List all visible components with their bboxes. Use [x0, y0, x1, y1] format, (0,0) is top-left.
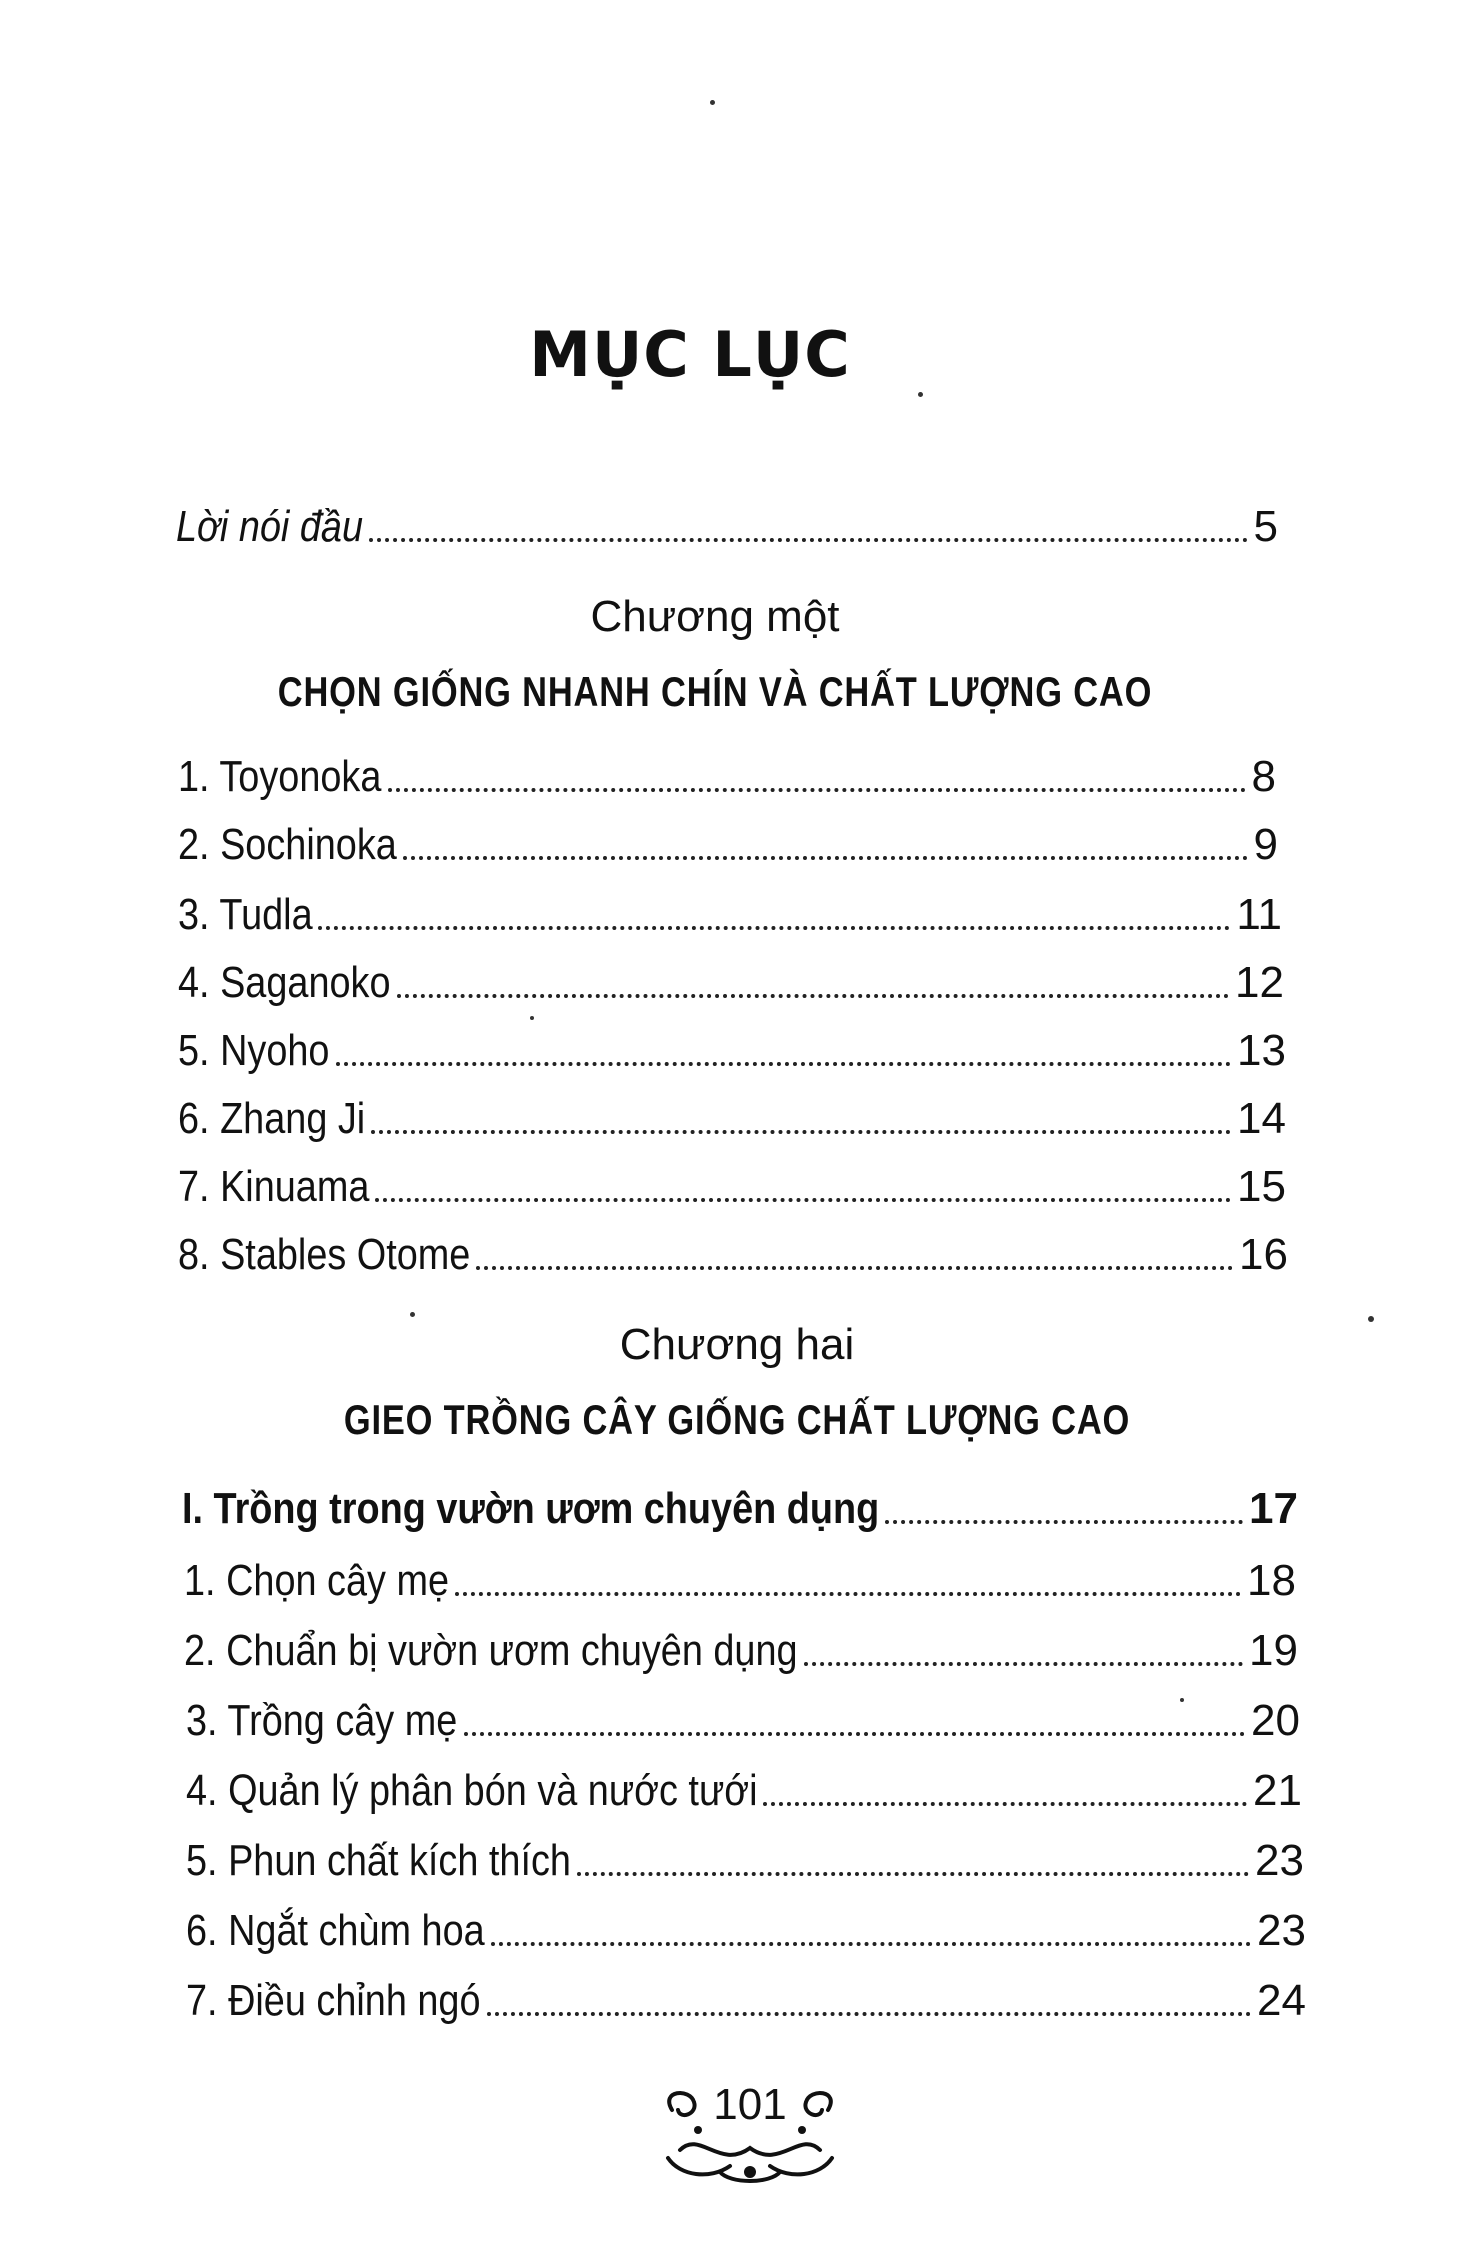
toc-entry-page: 5	[1253, 502, 1278, 551]
toc-entry-label: 8. Stables Otome	[178, 1230, 471, 1279]
dot-leader	[336, 1062, 1231, 1066]
dot-leader	[318, 926, 1230, 930]
dot-leader	[491, 1942, 1251, 1946]
toc-entry-preface	[176, 502, 1278, 552]
toc-entry-page: 8	[1251, 752, 1276, 801]
toc-entry-page: 23	[1255, 1836, 1304, 1885]
dot-leader	[455, 1592, 1241, 1596]
toc-entry-label: 2. Sochinoka	[178, 820, 397, 869]
toc-entry-label: 7. Kinuama	[178, 1162, 370, 1211]
dot-leader	[763, 1802, 1247, 1806]
toc-entry-page: 20	[1251, 1696, 1300, 1745]
toc-entry	[178, 1162, 1286, 1212]
toc-entry	[184, 1556, 1296, 1606]
toc-entry-page: 18	[1247, 1556, 1296, 1605]
toc-entry	[186, 1766, 1302, 1816]
toc-entry-label: I. Trồng trong vườn ươm chuyên dụng	[182, 1484, 880, 1533]
chapter-2-name: Chương hai	[619, 1320, 855, 1369]
toc-entry	[184, 1626, 1298, 1676]
chapter-1-name: Chương một	[590, 592, 840, 641]
dot-leader	[375, 1198, 1231, 1202]
toc-entry-label: 1. Chọn cây mẹ	[184, 1556, 450, 1605]
page-footer	[660, 2080, 840, 2190]
toc-entry-page: 16	[1239, 1230, 1288, 1279]
scan-speck	[530, 1016, 534, 1020]
dot-leader	[371, 1130, 1231, 1134]
chapter-2-title: GIEO TRỒNG CÂY GIỐNG CHẤT LƯỢNG CAO	[343, 1396, 1131, 1443]
scan-speck	[410, 1312, 415, 1317]
toc-entry-page: 21	[1253, 1766, 1302, 1815]
toc-entry	[178, 1094, 1286, 1144]
toc-entry-label: 3. Trồng cây mẹ	[186, 1696, 458, 1745]
scan-speck	[918, 392, 923, 397]
dot-leader	[476, 1266, 1233, 1270]
toc-entry	[186, 1906, 1306, 1956]
toc-entry-label: 1. Toyonoka	[178, 752, 382, 801]
toc-entry-page: 9	[1253, 820, 1278, 869]
dot-leader	[388, 788, 1246, 792]
toc-entry	[178, 1026, 1286, 1076]
toc-entry-label: 2. Chuẩn bị vườn ươm chuyên dụng	[184, 1626, 798, 1675]
page-number: 101	[713, 2080, 787, 2129]
dot-leader	[397, 994, 1229, 998]
toc-entry-page: 17	[1249, 1484, 1298, 1533]
dot-leader	[369, 538, 1247, 542]
toc-entry-label: 4. Quản lý phân bón và nước tưới	[186, 1766, 758, 1815]
toc-entry-page: 14	[1237, 1094, 1286, 1143]
toc-entry	[178, 958, 1284, 1008]
toc-entry-page: 13	[1237, 1026, 1286, 1075]
toc-entry-label: 7. Điều chỉnh ngó	[186, 1976, 481, 2025]
page-title: MỤC LỤC	[529, 318, 851, 391]
dot-leader	[487, 2012, 1251, 2016]
toc-entry-label: 3. Tudla	[178, 890, 313, 939]
toc-entry	[186, 1696, 1300, 1746]
toc-entry	[178, 1230, 1288, 1280]
toc-entry-label: 4. Saganoko	[178, 958, 391, 1007]
toc-entry-page: 19	[1249, 1626, 1298, 1675]
toc-entry	[178, 890, 1282, 940]
dot-leader	[403, 856, 1247, 860]
toc-entry-page: 12	[1235, 958, 1284, 1007]
toc-entry	[186, 1836, 1304, 1886]
toc-entry-page: 15	[1237, 1162, 1286, 1211]
scan-speck	[1180, 1698, 1184, 1702]
toc-entry-page: 24	[1257, 1976, 1306, 2025]
toc-section-entry	[182, 1484, 1298, 1534]
toc-entry-label: 5. Phun chất kích thích	[186, 1836, 571, 1885]
toc-entry-label: 5. Nyoho	[178, 1026, 330, 1075]
dot-leader	[804, 1662, 1243, 1666]
toc-entry-label: 6. Ngắt chùm hoa	[186, 1906, 485, 1955]
toc-entry-page: 11	[1236, 890, 1282, 939]
toc-entry	[178, 820, 1278, 870]
scan-speck	[1368, 1316, 1374, 1322]
chapter-1-title: CHỌN GIỐNG NHANH CHÍN VÀ CHẤT LƯỢNG CAO	[277, 668, 1153, 715]
scan-speck	[710, 100, 715, 105]
dot-leader	[885, 1520, 1243, 1524]
dot-leader	[577, 1872, 1249, 1876]
toc-entry-label: 6. Zhang Ji	[178, 1094, 366, 1143]
toc-entry	[186, 1976, 1306, 2026]
toc-entry-label: Lời nói đầu	[176, 502, 363, 551]
toc-entry	[178, 752, 1276, 802]
toc-entry-page: 23	[1257, 1906, 1306, 1955]
dot-leader	[464, 1732, 1245, 1736]
